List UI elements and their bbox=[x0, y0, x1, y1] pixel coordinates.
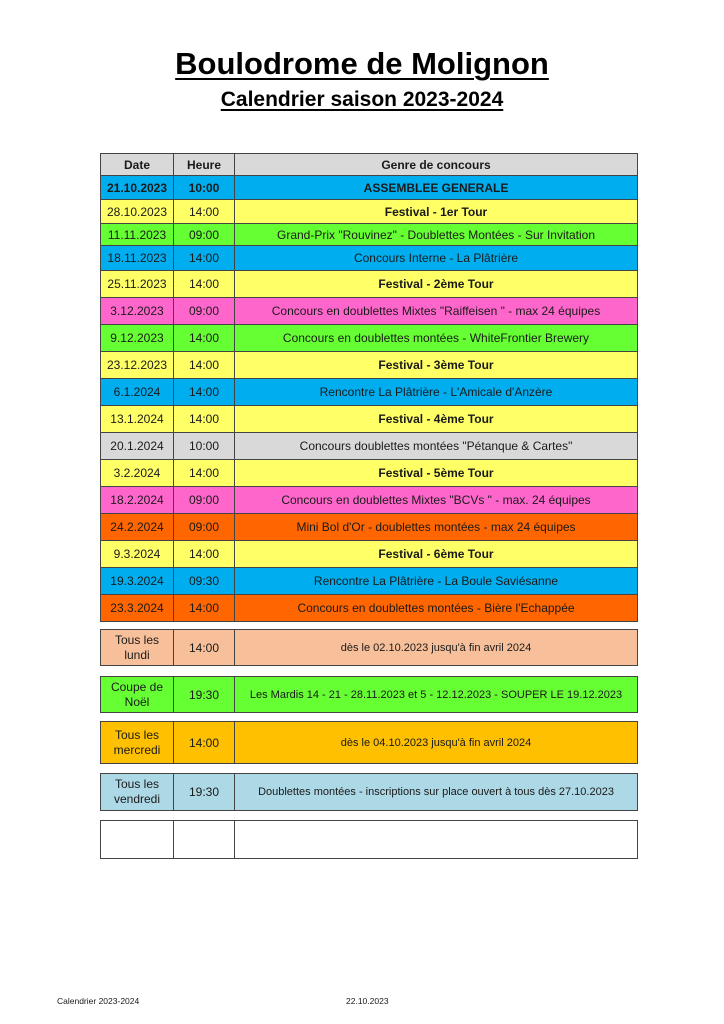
event-date: 3.12.2023 bbox=[101, 298, 174, 325]
footer-left: Calendrier 2023-2024 bbox=[57, 996, 140, 1006]
event-date: 11.11.2023 bbox=[101, 224, 174, 246]
event-date: 25.11.2023 bbox=[101, 271, 174, 298]
recurring-table-noel bbox=[100, 676, 638, 713]
event-date: 18.2.2024 bbox=[101, 487, 174, 514]
event-heure: 09:00 bbox=[174, 224, 235, 246]
recurring-table-mercredi bbox=[100, 721, 638, 764]
recurring-row bbox=[101, 774, 638, 811]
event-heure: 14:00 bbox=[174, 460, 235, 487]
recurring-genre: dès le 02.10.2023 jusqu'à fin avril 2024 bbox=[235, 630, 638, 666]
event-genre: Concours doublettes montées "Pétanque & Cartes" bbox=[235, 433, 638, 460]
event-date: 20.1.2024 bbox=[101, 433, 174, 460]
table-row bbox=[101, 406, 638, 433]
event-heure: 14:00 bbox=[174, 595, 235, 622]
event-date: 19.3.2024 bbox=[101, 568, 174, 595]
event-heure: 09:00 bbox=[174, 298, 235, 325]
event-date: 6.1.2024 bbox=[101, 379, 174, 406]
header-heure: Heure bbox=[174, 154, 235, 176]
recurring-genre: dès le 04.10.2023 jusqu'à fin avril 2024 bbox=[235, 722, 638, 764]
table-row bbox=[101, 325, 638, 352]
event-date: 21.10.2023 bbox=[101, 176, 174, 200]
event-heure: 14:00 bbox=[174, 271, 235, 298]
footer-right: 22.10.2023 bbox=[346, 996, 389, 1006]
event-heure: 09:30 bbox=[174, 568, 235, 595]
event-heure: 09:00 bbox=[174, 514, 235, 541]
table-row bbox=[101, 379, 638, 406]
event-genre: Festival - 1er Tour bbox=[235, 200, 638, 224]
empty-cell bbox=[101, 821, 174, 859]
event-genre: ASSEMBLEE GENERALE bbox=[235, 176, 638, 200]
event-heure: 14:00 bbox=[174, 352, 235, 379]
table-row bbox=[101, 246, 638, 271]
recurring-heure: 19:30 bbox=[174, 677, 235, 713]
header-genre: Genre de concours bbox=[235, 154, 638, 176]
event-genre: Concours en doublettes Mixtes "Raiffeisen " - max 24 équipes bbox=[235, 298, 638, 325]
table-row bbox=[101, 595, 638, 622]
event-heure: 14:00 bbox=[174, 406, 235, 433]
event-date: 13.1.2024 bbox=[101, 406, 174, 433]
event-heure: 09:00 bbox=[174, 487, 235, 514]
empty-row bbox=[101, 821, 638, 859]
recurring-date: Tous les vendredi bbox=[101, 774, 174, 811]
event-genre: Concours en doublettes Mixtes "BCVs " - max. 24 équipes bbox=[235, 487, 638, 514]
recurring-table-vendredi bbox=[100, 773, 638, 811]
recurring-heure: 14:00 bbox=[174, 630, 235, 666]
recurring-genre: Doublettes montées - inscriptions sur place ouvert à tous dès 27.10.2023 bbox=[235, 774, 638, 811]
event-genre: Concours en doublettes montées - WhiteFrontier Brewery bbox=[235, 325, 638, 352]
events-body bbox=[101, 176, 638, 622]
empty-cell bbox=[235, 821, 638, 859]
recurring-date: Coupe de Noël bbox=[101, 677, 174, 713]
recurring-heure: 14:00 bbox=[174, 722, 235, 764]
event-genre: Concours Interne - La Plâtrière bbox=[235, 246, 638, 271]
table-row bbox=[101, 568, 638, 595]
table-row bbox=[101, 514, 638, 541]
table-row bbox=[101, 298, 638, 325]
recurring-row bbox=[101, 630, 638, 666]
recurring-row bbox=[101, 677, 638, 713]
event-date: 23.12.2023 bbox=[101, 352, 174, 379]
table-row bbox=[101, 271, 638, 298]
event-heure: 14:00 bbox=[174, 541, 235, 568]
table-row bbox=[101, 200, 638, 224]
event-date: 9.3.2024 bbox=[101, 541, 174, 568]
event-heure: 10:00 bbox=[174, 433, 235, 460]
table-row bbox=[101, 541, 638, 568]
event-genre: Rencontre La Plâtrière - La Boule Saviésanne bbox=[235, 568, 638, 595]
event-genre: Festival - 4ème Tour bbox=[235, 406, 638, 433]
event-genre: Rencontre La Plâtrière - L'Amicale d'Anzère bbox=[235, 379, 638, 406]
event-genre: Mini Bol d'Or - doublettes montées - max 24 équipes bbox=[235, 514, 638, 541]
event-date: 9.12.2023 bbox=[101, 325, 174, 352]
event-genre: Festival - 5ème Tour bbox=[235, 460, 638, 487]
event-heure: 14:00 bbox=[174, 379, 235, 406]
event-genre: Festival - 3ème Tour bbox=[235, 352, 638, 379]
event-heure: 14:00 bbox=[174, 325, 235, 352]
event-date: 23.3.2024 bbox=[101, 595, 174, 622]
events-table bbox=[100, 153, 638, 622]
table-header-row bbox=[101, 154, 638, 176]
empty-cell bbox=[174, 821, 235, 859]
event-heure: 14:00 bbox=[174, 246, 235, 271]
event-genre: Festival - 6ème Tour bbox=[235, 541, 638, 568]
event-genre: Festival - 2ème Tour bbox=[235, 271, 638, 298]
event-genre: Concours en doublettes montées - Bière l'Echappée bbox=[235, 595, 638, 622]
table-row bbox=[101, 176, 638, 200]
header-date: Date bbox=[101, 154, 174, 176]
event-date: 18.11.2023 bbox=[101, 246, 174, 271]
page-title: Boulodrome de Molignon bbox=[175, 46, 549, 81]
page-subtitle: Calendrier saison 2023-2024 bbox=[220, 88, 504, 111]
table-row bbox=[101, 224, 638, 246]
event-genre: Grand-Prix "Rouvinez" - Doublettes Montées - Sur Invitation bbox=[235, 224, 638, 246]
table-row bbox=[101, 433, 638, 460]
table-row bbox=[101, 460, 638, 487]
event-heure: 14:00 bbox=[174, 200, 235, 224]
recurring-table-lundi bbox=[100, 629, 638, 666]
event-heure: 10:00 bbox=[174, 176, 235, 200]
recurring-genre: Les Mardis 14 - 21 - 28.11.2023 et 5 - 12.12.2023 - SOUPER LE 19.12.2023 bbox=[235, 677, 638, 713]
table-row bbox=[101, 487, 638, 514]
recurring-date: Tous les lundi bbox=[101, 630, 174, 666]
recurring-heure: 19:30 bbox=[174, 774, 235, 811]
recurring-row bbox=[101, 722, 638, 764]
recurring-date: Tous les mercredi bbox=[101, 722, 174, 764]
event-date: 3.2.2024 bbox=[101, 460, 174, 487]
event-date: 28.10.2023 bbox=[101, 200, 174, 224]
event-date: 24.2.2024 bbox=[101, 514, 174, 541]
empty-table bbox=[100, 820, 638, 859]
table-row bbox=[101, 352, 638, 379]
